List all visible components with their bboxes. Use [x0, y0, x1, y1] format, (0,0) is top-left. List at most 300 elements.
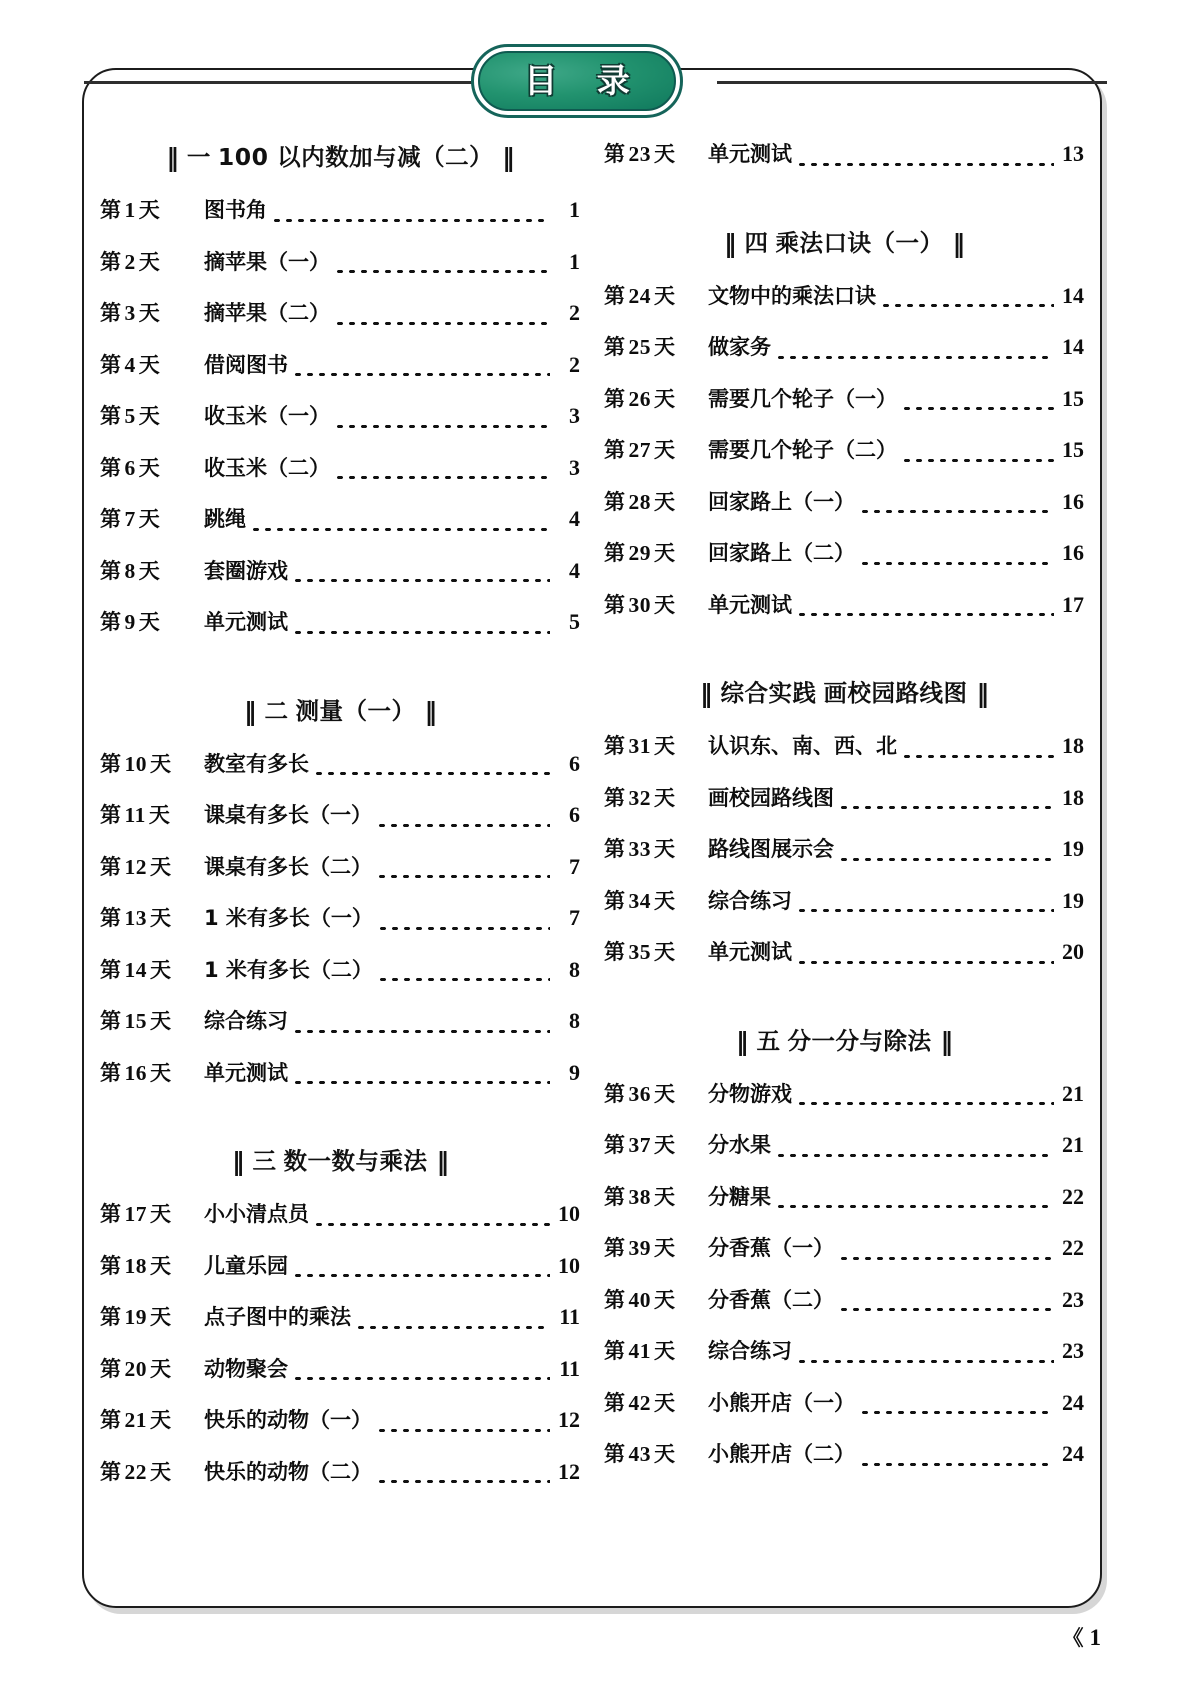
- day-number: 16: [124, 1060, 147, 1085]
- toc-entry-day: [604, 537, 708, 567]
- day-prefix: 第: [604, 489, 626, 514]
- toc-banner: [0, 0, 1191, 140]
- toc-entry-page-number: 14: [1062, 334, 1084, 359]
- day-number: 41: [628, 1339, 651, 1363]
- day-suffix: 天: [138, 352, 161, 377]
- toc-entry[interactable]: [604, 331, 1084, 383]
- toc-entry-title: 教室有多长: [204, 751, 309, 776]
- day-prefix: 第: [100, 198, 122, 222]
- toc-entry-title: 单元测试: [708, 142, 792, 166]
- toc-entry-page-number: 23: [1062, 1338, 1084, 1363]
- toc-entry-page-number: 13: [1062, 141, 1084, 166]
- toc-entry-page-number: 10: [558, 1201, 580, 1226]
- dot-leader: [796, 154, 1054, 174]
- day-prefix: 第: [100, 558, 122, 583]
- section-title: 数一数与乘法: [283, 1147, 428, 1175]
- toc-entry-page-number: 19: [1062, 887, 1084, 913]
- day-number: 12: [124, 854, 147, 879]
- toc-entry-page-number: 11: [559, 1355, 580, 1381]
- section-title: 测量（一）: [295, 696, 416, 725]
- day-suffix: 天: [654, 1390, 676, 1415]
- toc-entry-day: [604, 1181, 708, 1211]
- toc-entry-title: 小熊开店（二）: [708, 1442, 855, 1466]
- day-number: 3: [124, 301, 136, 325]
- day-number: 29: [628, 541, 651, 565]
- toc-entry-title: 回家路上（一）: [708, 489, 855, 514]
- toc-entry-page-number: 22: [1062, 1235, 1084, 1260]
- toc-entry-title: 1 米有多长（一）: [204, 906, 373, 930]
- toc-entry-page-number: 17: [1062, 591, 1084, 617]
- day-suffix: 天: [138, 249, 161, 274]
- toc-entry-page-number: 18: [1062, 784, 1084, 810]
- toc-entry-title: 综合练习: [708, 888, 792, 913]
- toc-entry-day: [604, 383, 708, 413]
- toc-entry-page-number: 4: [569, 506, 580, 531]
- day-number: 14: [124, 957, 147, 982]
- double-bar-icon-left: ‖: [244, 696, 256, 726]
- section-number: 四: [744, 228, 769, 257]
- day-prefix: 第: [604, 785, 626, 810]
- day-suffix: 天: [150, 751, 172, 776]
- day-suffix: 天: [654, 1236, 676, 1260]
- toc-entry-title: 收玉米（二）: [204, 455, 330, 480]
- day-suffix: 天: [654, 386, 676, 411]
- toc-entry-page-number: 24: [1062, 1389, 1084, 1415]
- day-number: 31: [628, 734, 651, 758]
- day-prefix: 第: [100, 751, 122, 776]
- day-number: 9: [124, 610, 136, 634]
- toc-entry-title: 图书角: [204, 198, 267, 222]
- day-suffix: 天: [150, 906, 172, 930]
- day-number: 23: [628, 142, 651, 166]
- toc-entry[interactable]: [604, 589, 1084, 641]
- double-bar-icon-right: ‖: [424, 696, 436, 726]
- toc-entry-page-number: 8: [569, 956, 580, 982]
- day-suffix: 天: [138, 198, 161, 222]
- day-suffix: 天: [654, 1442, 676, 1466]
- toc-entry-title: 课桌有多长（二）: [204, 854, 372, 879]
- day-prefix: 第: [100, 249, 122, 274]
- toc-entry[interactable]: [604, 1181, 1084, 1233]
- toc-entry-day: [604, 1284, 708, 1314]
- double-bar-icon-left: ‖: [736, 1026, 748, 1056]
- day-suffix: 天: [654, 1184, 676, 1209]
- toc-entry[interactable]: [604, 782, 1084, 834]
- toc-entry-day: [604, 434, 708, 464]
- day-number: 19: [124, 1305, 147, 1329]
- day-prefix: 第: [604, 1081, 626, 1106]
- day-number: 28: [628, 489, 651, 514]
- toc-entry-page-number: 7: [569, 905, 580, 930]
- double-bar-icon-right: ‖: [976, 679, 988, 708]
- day-prefix: 第: [604, 438, 626, 462]
- day-suffix: 天: [150, 1408, 172, 1432]
- day-number: 42: [628, 1390, 651, 1415]
- toc-entry-day: [100, 954, 204, 984]
- day-number: 22: [124, 1459, 147, 1484]
- dot-leader: [775, 347, 1054, 367]
- day-number: 33: [628, 837, 651, 861]
- toc-entry-day: [100, 400, 204, 430]
- day-number: 39: [628, 1236, 651, 1260]
- dot-leader: [901, 398, 1054, 418]
- toc-entry-day: [100, 1057, 204, 1087]
- toc-entry[interactable]: [100, 349, 580, 401]
- toc-entry[interactable]: [100, 902, 580, 954]
- day-number: 13: [124, 906, 147, 930]
- toc-entry[interactable]: [604, 1335, 1084, 1387]
- section-title: 分一分与除法: [787, 1026, 932, 1055]
- section-spacer-top: [100, 658, 580, 692]
- section-spacer-bottom: [100, 1176, 580, 1198]
- toc-entry-title: 分物游戏: [708, 1081, 792, 1106]
- day-suffix: 天: [150, 1459, 172, 1484]
- day-prefix: 第: [100, 906, 122, 930]
- toc-entry[interactable]: [100, 1198, 580, 1250]
- day-suffix: 天: [654, 283, 676, 308]
- toc-entry[interactable]: [604, 1387, 1084, 1439]
- day-number: 43: [628, 1442, 651, 1466]
- day-prefix: 第: [100, 404, 122, 428]
- toc-entry-page-number: 14: [1062, 282, 1084, 308]
- day-number: 8: [124, 558, 136, 583]
- day-number: 21: [124, 1408, 147, 1432]
- toc-entry-page-number: 20: [1062, 939, 1084, 964]
- day-number: 36: [628, 1081, 651, 1106]
- toc-entry-page-number: 4: [569, 557, 580, 583]
- toc-entry-page-number: 11: [559, 1304, 580, 1329]
- toc-entry[interactable]: [100, 1250, 580, 1302]
- day-number: 2: [124, 249, 136, 274]
- section-spacer-bottom: [604, 258, 1084, 280]
- toc-entry-day: [604, 1438, 708, 1468]
- dot-leader: [334, 313, 550, 333]
- toc-entry-page-number: 8: [569, 1008, 580, 1033]
- dot-leader: [355, 1317, 550, 1337]
- toc-entry-day: [100, 297, 204, 327]
- section-number: 三: [252, 1147, 277, 1175]
- day-number: 20: [124, 1356, 147, 1381]
- toc-entry[interactable]: [100, 555, 580, 607]
- day-prefix: 第: [604, 1442, 626, 1466]
- toc-entry-title: 路线图展示会: [708, 837, 834, 861]
- double-bar-icon-right: ‖: [952, 228, 964, 258]
- toc-entry[interactable]: [604, 280, 1084, 332]
- toc-entry-title: 儿童乐园: [204, 1253, 288, 1278]
- toc-entry[interactable]: [604, 1438, 1084, 1490]
- day-number: 30: [628, 592, 651, 617]
- toc-entry-day: [100, 1301, 204, 1331]
- toc-entry[interactable]: [100, 246, 580, 298]
- section-number: 一: [186, 143, 211, 171]
- dot-leader: [292, 364, 550, 384]
- toc-entry-title: 分香蕉（一）: [708, 1236, 834, 1260]
- toc-entry-title: 分水果: [708, 1133, 771, 1157]
- day-number: 35: [628, 940, 651, 964]
- section-number: 综合实践: [720, 679, 817, 707]
- toc-entry[interactable]: [604, 833, 1084, 885]
- toc-entry-day: [100, 1353, 204, 1383]
- day-suffix: 天: [138, 610, 161, 634]
- day-number: 32: [628, 785, 651, 810]
- dot-leader: [313, 1214, 550, 1234]
- day-suffix: 天: [654, 1081, 676, 1106]
- day-prefix: 第: [100, 455, 122, 480]
- day-prefix: 第: [604, 283, 626, 308]
- dot-leader: [838, 1299, 1054, 1319]
- day-prefix: 第: [100, 1305, 122, 1329]
- toc-entry[interactable]: [604, 1232, 1084, 1284]
- dot-leader: [775, 1196, 1054, 1216]
- dot-leader: [334, 467, 550, 487]
- toc-entry[interactable]: [100, 503, 580, 555]
- section-number: 二: [264, 696, 289, 725]
- toc-entry-title: 快乐的动物（二）: [204, 1459, 372, 1484]
- dot-leader: [859, 1454, 1054, 1474]
- toc-entry-day: [604, 730, 708, 760]
- toc-entry[interactable]: [100, 799, 580, 851]
- dot-leader: [796, 952, 1054, 972]
- day-number: 37: [628, 1133, 651, 1157]
- toc-entry-day: [604, 833, 708, 863]
- toc-entry-title: 小熊开店（一）: [708, 1390, 855, 1415]
- section-title: 画校园路线图: [823, 679, 968, 707]
- day-prefix: 第: [100, 1408, 122, 1432]
- toc-entry[interactable]: [100, 1353, 580, 1405]
- toc-entry-day: [604, 138, 708, 168]
- toc-entry[interactable]: [100, 400, 580, 452]
- day-prefix: 第: [604, 592, 626, 617]
- toc-section-heading: [100, 1142, 580, 1176]
- toc-entry-day: [100, 902, 204, 932]
- toc-entry-day: [100, 1005, 204, 1035]
- toc-entry-day: [604, 936, 708, 966]
- toc-entry[interactable]: [100, 606, 580, 658]
- toc-entry-page-number: 16: [1062, 488, 1084, 514]
- day-suffix: 天: [138, 507, 161, 531]
- day-number: 5: [124, 404, 136, 428]
- toc-entry[interactable]: [100, 297, 580, 349]
- toc-entry[interactable]: [100, 194, 580, 246]
- dot-leader: [334, 416, 550, 436]
- toc-entry-page-number: 18: [1062, 733, 1084, 758]
- banner-rule-right: [717, 81, 1107, 84]
- toc-section-heading: [100, 692, 580, 726]
- dot-leader: [292, 622, 550, 642]
- toc-entry-title: 小小清点员: [204, 1202, 309, 1226]
- toc-entry[interactable]: [604, 383, 1084, 435]
- toc-entry-day: [604, 486, 708, 516]
- toc-entry-page-number: 15: [1062, 385, 1084, 411]
- toc-entry-day: [604, 1232, 708, 1262]
- toc-section-heading: [100, 138, 580, 172]
- toc-entry-day: [604, 1387, 708, 1417]
- toc-entry-page-number: 21: [1062, 1080, 1084, 1106]
- toc-entry-day: [100, 748, 204, 778]
- section-spacer-top: [604, 640, 1084, 674]
- toc-entry[interactable]: [604, 434, 1084, 486]
- toc-entry-title: 画校园路线图: [708, 785, 834, 810]
- dot-leader: [292, 570, 550, 590]
- dot-leader: [796, 604, 1054, 624]
- day-suffix: 天: [138, 558, 161, 583]
- toc-entry[interactable]: [100, 1404, 580, 1456]
- day-number: 11: [124, 803, 146, 827]
- toc-entry-title: 单元测试: [204, 1060, 288, 1085]
- section-spacer-bottom: [100, 172, 580, 194]
- day-suffix: 天: [150, 957, 172, 982]
- toc-entry-day: [100, 799, 204, 829]
- toc-entry-day: [604, 782, 708, 812]
- toc-entry-day: [604, 280, 708, 310]
- toc-entry-title: 点子图中的乘法: [204, 1305, 351, 1329]
- dot-leader: [376, 866, 550, 886]
- day-prefix: 第: [100, 1009, 122, 1033]
- toc-entry[interactable]: [604, 138, 1084, 190]
- double-bar-icon-left: ‖: [232, 1147, 244, 1176]
- toc-entry[interactable]: [100, 1057, 580, 1109]
- toc-entry-title: 综合练习: [204, 1009, 288, 1033]
- dot-leader: [796, 1351, 1054, 1371]
- day-prefix: 第: [100, 1253, 122, 1278]
- day-suffix: 天: [654, 335, 676, 359]
- day-number: 17: [124, 1202, 147, 1226]
- toc-entry-day: [604, 589, 708, 619]
- day-number: 1: [124, 198, 136, 222]
- toc-entry-day: [604, 885, 708, 915]
- dot-leader: [901, 450, 1054, 470]
- day-suffix: 天: [654, 785, 676, 810]
- toc-entry-page-number: 12: [558, 1458, 580, 1484]
- day-prefix: 第: [604, 386, 626, 411]
- day-suffix: 天: [654, 1133, 676, 1157]
- toc-entry[interactable]: [604, 1078, 1084, 1130]
- toc-entry-title: 文物中的乘法口诀: [708, 283, 876, 308]
- section-spacer-bottom: [604, 708, 1084, 730]
- toc-entry-page-number: 3: [569, 403, 580, 428]
- toc-entry-title: 1 米有多长（二）: [204, 957, 373, 982]
- toc-section-heading: [604, 674, 1084, 708]
- day-prefix: 第: [100, 1202, 122, 1226]
- day-suffix: 天: [654, 142, 676, 166]
- toc-entry[interactable]: [604, 486, 1084, 538]
- toc-entry[interactable]: [100, 954, 580, 1006]
- day-prefix: 第: [100, 301, 122, 325]
- dot-leader: [271, 210, 550, 230]
- double-bar-icon-right: ‖: [502, 143, 514, 172]
- toc-section-heading: [604, 224, 1084, 258]
- toc-entry-page-number: 12: [558, 1407, 580, 1432]
- double-bar-icon-left: ‖: [724, 228, 736, 258]
- toc-entry[interactable]: [604, 537, 1084, 589]
- toc-section-heading: [604, 1022, 1084, 1056]
- toc-entry[interactable]: [604, 885, 1084, 937]
- dot-leader: [859, 501, 1054, 521]
- day-number: 40: [628, 1287, 651, 1312]
- day-suffix: 天: [150, 854, 172, 879]
- dot-leader: [377, 918, 550, 938]
- toc-entry[interactable]: [604, 1129, 1084, 1181]
- toc-entry-page-number: 6: [569, 750, 580, 776]
- toc-entry-day: [100, 1456, 204, 1486]
- day-prefix: 第: [604, 142, 626, 166]
- day-number: 10: [124, 751, 147, 776]
- section-spacer-top: [604, 190, 1084, 224]
- toc-entry[interactable]: [100, 748, 580, 800]
- day-prefix: 第: [100, 803, 122, 827]
- day-number: 7: [124, 507, 136, 531]
- toc-entry-day: [604, 1078, 708, 1108]
- toc-entry-day: [604, 1129, 708, 1159]
- dot-leader: [859, 553, 1054, 573]
- toc-entry-title: 快乐的动物（一）: [204, 1408, 372, 1432]
- dot-leader: [334, 261, 550, 281]
- toc-entry-title: 认识东、南、西、北: [708, 734, 897, 758]
- toc-entry-page-number: 6: [569, 802, 580, 827]
- toc-entry[interactable]: [100, 1456, 580, 1508]
- day-prefix: 第: [604, 1184, 626, 1209]
- day-suffix: 天: [150, 1305, 172, 1329]
- double-bar-icon-right: ‖: [940, 1026, 952, 1056]
- toc-entry-page-number: 10: [558, 1252, 580, 1278]
- dot-leader: [838, 797, 1054, 817]
- toc-column-left: [100, 138, 580, 1507]
- dot-leader: [901, 746, 1054, 766]
- toc-entry-page-number: 16: [1062, 540, 1084, 565]
- footer-page-marker: [1063, 1622, 1104, 1652]
- dot-leader: [377, 969, 550, 989]
- dot-leader: [376, 1420, 550, 1440]
- day-prefix: 第: [100, 610, 122, 634]
- toc-entry-day: [604, 1335, 708, 1365]
- double-bar-icon-left: ‖: [700, 679, 712, 708]
- banner-rule-left: [84, 81, 474, 84]
- toc-entry[interactable]: [604, 936, 1084, 988]
- section-spacer-top: [100, 1108, 580, 1142]
- toc-entry-title: 套圈游戏: [204, 558, 288, 583]
- day-suffix: 天: [654, 541, 676, 565]
- toc-entry-title: 借阅图书: [204, 352, 288, 377]
- toc-entry-title: 单元测试: [708, 940, 792, 964]
- toc-entry-day: [604, 331, 708, 361]
- day-number: 34: [628, 888, 651, 913]
- toc-entry-page-number: 19: [1062, 836, 1084, 861]
- day-number: 18: [124, 1253, 147, 1278]
- toc-entry-title: 摘苹果（一）: [204, 249, 330, 274]
- dot-leader: [376, 815, 550, 835]
- toc-entry-page-number: 5: [569, 609, 580, 634]
- day-prefix: 第: [100, 1060, 122, 1085]
- day-suffix: 天: [138, 455, 161, 480]
- toc-entry-page-number: 1: [569, 248, 580, 274]
- toc-entry-page-number: 3: [569, 454, 580, 480]
- toc-entry-page-number: 2: [569, 351, 580, 377]
- section-number: 五: [756, 1026, 781, 1055]
- toc-entry-title: 做家务: [708, 335, 771, 359]
- toc-entry-title: 单元测试: [204, 610, 288, 634]
- toc-entry[interactable]: [604, 730, 1084, 782]
- toc-entry[interactable]: [100, 851, 580, 903]
- day-suffix: 天: [138, 301, 161, 325]
- day-suffix: 天: [654, 1339, 676, 1363]
- toc-entry[interactable]: [100, 452, 580, 504]
- double-bar-icon-right: ‖: [436, 1147, 448, 1176]
- toc-entry[interactable]: [100, 1301, 580, 1353]
- toc-entry[interactable]: [604, 1284, 1084, 1336]
- dot-leader: [859, 1402, 1054, 1422]
- day-prefix: 第: [604, 1339, 626, 1363]
- toc-entry[interactable]: [100, 1005, 580, 1057]
